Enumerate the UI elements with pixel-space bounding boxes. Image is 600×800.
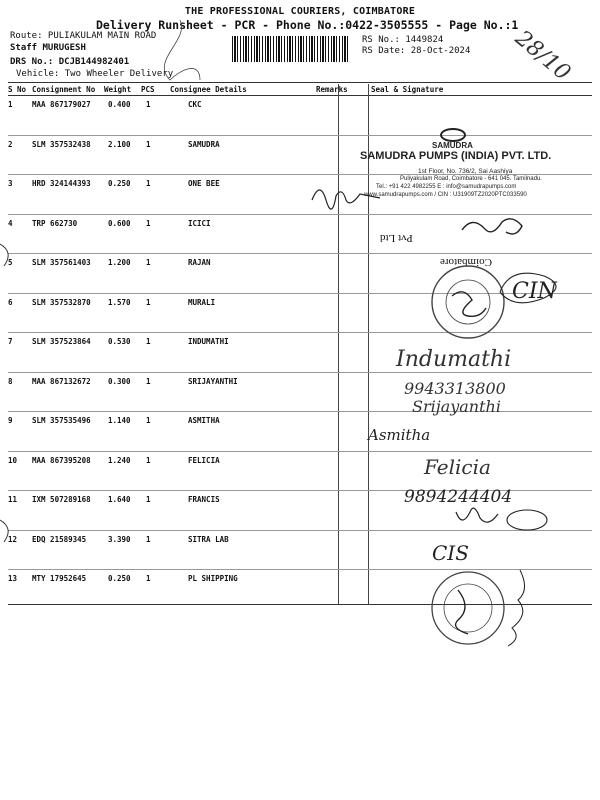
col-consignment: Consignment No <box>32 85 96 94</box>
signature-row4 <box>462 219 522 234</box>
rs-number: RS No.: 1449824 <box>362 35 444 45</box>
row-weight: 1.140 <box>108 416 131 425</box>
handwritten-felicia: Felicia <box>424 455 491 479</box>
row-consignee: ASMITHA <box>188 416 220 425</box>
row-sno: 1 <box>8 100 13 109</box>
row-consignment-no: SLM 357523864 <box>32 337 91 346</box>
stamp-brand: SAMUDRA <box>432 141 473 150</box>
route-label: Route: PULIAKULAM MAIN ROAD <box>10 31 157 41</box>
row-consignee: ICICI <box>188 218 211 228</box>
row-pcs: 1 <box>146 495 151 504</box>
row-pcs: 1 <box>146 218 151 228</box>
row-consignee: PL SHIPPING <box>188 574 238 583</box>
row-weight: 0.400 <box>108 100 131 109</box>
handwritten-indumathi: Indumathi <box>396 347 512 372</box>
mahendra-seal <box>432 266 504 338</box>
col-seal: Seal & Signature <box>371 85 444 94</box>
row-weight: 0.250 <box>108 179 131 188</box>
row-sno: 9 <box>8 416 13 425</box>
icici-stamp-line2: Coimbatore <box>440 256 492 268</box>
row-weight: 0.250 <box>108 574 131 583</box>
row-weight: 1.200 <box>108 258 131 267</box>
seal-signature-13 <box>456 590 468 634</box>
row-pcs: 1 <box>146 337 151 346</box>
handwritten-date: 28/10 <box>510 25 575 86</box>
stamp-address-2: Puliyakulam Road, Coimbatore - 641 045. Tamilnadu. <box>400 176 542 182</box>
col-pcs: PCS <box>141 85 155 94</box>
row-pcs: 1 <box>146 455 151 465</box>
header-scribble <box>164 20 200 80</box>
row-weight: 1.240 <box>108 455 131 465</box>
margin-bracket-top <box>0 244 8 266</box>
row-sno: 10 <box>8 455 18 465</box>
row-pcs: 1 <box>146 139 151 149</box>
drs-label: DRS No.: DCJB144982401 <box>10 57 130 67</box>
col-consignee: Consignee Details <box>170 85 247 94</box>
row-consignment-no: HRD 324144393 <box>32 179 91 188</box>
row-weight: 0.600 <box>108 218 131 228</box>
row-weight: 1.640 <box>108 495 131 504</box>
col-sno: S No <box>8 85 27 94</box>
runsheet-title: Delivery Runsheet - PCR - Phone No.:0422-3505555 - Page No.:1 <box>96 18 519 32</box>
handwritten-asmitha: Asmitha <box>368 426 431 444</box>
signature-row13 <box>508 570 525 646</box>
row-consignment-no: MAA 867179027 <box>32 100 91 109</box>
row-pcs: 1 <box>146 100 151 109</box>
row-consignment-no: TRP 662730 <box>32 218 78 228</box>
row-consignee: INDUMATHI <box>188 337 229 346</box>
row-pcs: 1 <box>146 297 151 307</box>
row-pcs: 1 <box>146 258 151 267</box>
row-consignment-no: SLM 357532870 <box>32 297 91 307</box>
row-consignment-no: MAA 867395208 <box>32 455 91 465</box>
handwritten-phone-row11: 9894244404 <box>404 487 513 507</box>
handwritten-cin: CIN <box>512 279 557 304</box>
row-consignee: SAMUDRA <box>188 139 220 149</box>
stamp-address-1: 1st Floor, No. 736/2, Sai Aashiya <box>418 168 513 175</box>
circled-301 <box>507 510 547 530</box>
row-weight: 0.530 <box>108 337 131 346</box>
row-consignment-no: MAA 867132672 <box>32 376 91 386</box>
row-consignee: RAJAN <box>188 258 211 267</box>
stamp-address-4: www.samudrapumps.com / CIN : U31909TZ2020PTC033590 <box>364 192 527 198</box>
row-sno: 3 <box>8 179 13 188</box>
row-pcs: 1 <box>146 416 151 425</box>
row-consignment-no: SLM 357561403 <box>32 258 91 267</box>
row-sno: 6 <box>8 297 13 307</box>
row-consignee: CKC <box>188 100 202 109</box>
row-consignment-no: IXM 507289168 <box>32 495 91 504</box>
stamp-company-name: SAMUDRA PUMPS (INDIA) PVT. LTD. <box>360 150 552 162</box>
staff-label: Staff MURUGESH <box>10 43 86 53</box>
row-consignment-no: EDQ 21589345 <box>32 534 87 544</box>
row-consignment-no: SLM 357535496 <box>32 416 91 425</box>
row-consignee: SRIJAYANTHI <box>188 376 238 386</box>
row-pcs: 1 <box>146 534 151 544</box>
row-sno: 8 <box>8 376 13 386</box>
row-pcs: 1 <box>146 376 151 386</box>
row-weight: 3.390 <box>108 534 131 544</box>
company-title: THE PROFESSIONAL COURIERS, COIMBATORE <box>184 6 416 17</box>
margin-bracket-bottom <box>0 520 8 542</box>
row-sno: 7 <box>8 337 13 346</box>
row-consignment-no: SLM 357532438 <box>32 139 91 149</box>
signature-row11 <box>456 508 498 522</box>
row-consignee: MURALI <box>188 297 216 307</box>
row-sno: 2 <box>8 139 13 149</box>
pl-shipping-seal <box>432 572 504 644</box>
row-consignee: SITRA LAB <box>188 534 229 544</box>
mahendra-seal-inner <box>446 280 490 324</box>
handwritten-srijayanthi: Srijayanthi <box>412 397 501 416</box>
row-sno: 13 <box>8 574 18 583</box>
col-weight: Weight <box>104 85 132 94</box>
row-sno: 4 <box>8 218 13 228</box>
row-weight: 1.570 <box>108 297 131 307</box>
row-sno: 5 <box>8 258 13 267</box>
col-remarks: Remarks <box>316 85 348 94</box>
vehicle-label: Vehicle: Two Wheeler Delivery <box>16 69 174 79</box>
row-sno: 11 <box>8 495 18 504</box>
row-consignee: FRANCIS <box>188 495 220 504</box>
icici-stamp-line1: Pvt Ltd <box>380 232 413 244</box>
signature-row3 <box>312 190 380 209</box>
pl-shipping-seal-inner <box>444 584 492 632</box>
row-consignee: FELICIA <box>188 455 220 465</box>
row-weight: 0.300 <box>108 376 131 386</box>
row-pcs: 1 <box>146 574 151 583</box>
handwritten-cis: CIS <box>432 541 469 565</box>
row-consignee: ONE BEE <box>188 179 220 188</box>
row-weight: 2.100 <box>108 139 131 149</box>
row-consignment-no: MTY 17952645 <box>32 574 87 583</box>
seal-signature <box>452 292 486 317</box>
row-pcs: 1 <box>146 179 151 188</box>
stamp-address-3: Tel.: +91 422 4982255 E : info@samudrapumps.com <box>376 184 517 190</box>
handwritten-phone-row8: 9943313800 <box>404 379 506 398</box>
rs-date: RS Date: 28-Oct-2024 <box>362 46 471 56</box>
row-sno: 12 <box>8 534 18 544</box>
